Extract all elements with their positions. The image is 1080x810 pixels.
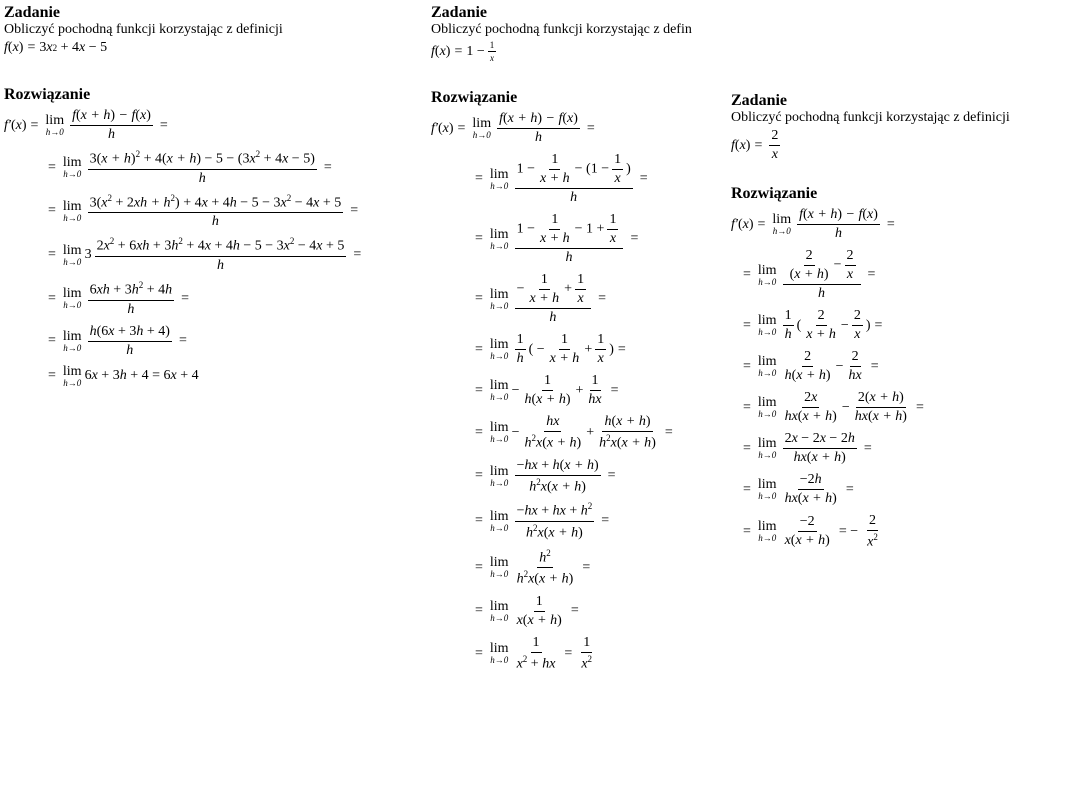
task-title: Zadanie (731, 92, 788, 109)
task-text: Obliczyć pochodną funkcji korzystając z definicji (731, 110, 1010, 125)
derivative-step-11: = lim h→0 $\frac{1}{x(x + h)}$ = (475, 593, 579, 628)
derivative-step-1: f′ ( x ) = lim h→0 $\frac{f(x + h) - f(x)}{h}$ = (431, 111, 595, 145)
task-title: Zadanie (431, 4, 488, 21)
task-text: Obliczyć pochodną funkcji korzystając z definicji (4, 22, 283, 37)
derivative-step-2: = lim h→0 1 − $\frac{1}{x + h}$ − (1 − $\frac{1}{x}$ ) h = (475, 152, 648, 205)
function-definition: f ( x ) = $\frac{2}{x}$ (731, 128, 779, 162)
derivative-step-7: = lim h→0 $\frac{-2h}{hx(x + h)}$ = (743, 472, 854, 506)
derivative-step-4: = lim h→0 − $\frac{1}{x + h}$ + $\frac{1}{x}$ h = (475, 272, 606, 325)
task-column-3 (731, 92, 1080, 551)
derivative-step-4: = lim h→0 3 $\frac{2x^2 + 6xh + 3h^2 + 4x + 4h - 5 - 3x^2 - 4x + 5}{h}$ = (48, 236, 362, 273)
derivative-step-8: = lim h→0 $\frac{-hx + h(x + h)}{h^2x(x + h)}$ = (475, 457, 616, 495)
derivative-step-6: = lim h→0 $\frac{h(6x + 3h + 4)}{h}$ = (48, 323, 187, 358)
solution-title: Rozwiązanie (4, 86, 91, 103)
derivative-step-6: = lim h→0 − $\frac{1}{h(x + h)}$ + $\frac{1}{hx}$ = (475, 373, 619, 407)
task-text: Obliczyć pochodną funkcji korzystając z defin (431, 22, 692, 37)
derivative-step-3: = lim h→0 $\frac{3(x^2 + 2xh + h^2) + 4x + 4h - 5 - 3x^2 - 4x + 5}{h}$ = (48, 192, 359, 230)
derivative-step-10: = lim h→0 $\frac{h^2}{h^2x(x + h)}$ = (475, 547, 591, 587)
derivative-step-7: = lim h→0 6 x + 3 h + 4 = 6 x + 4 (48, 363, 199, 388)
derivative-step-1: f′ ( x ) = lim h→0 $\frac{f(x + h) - f(x)}{h}$ = (4, 108, 168, 142)
derivative-step-5: = lim h→0 $\frac{2x}{hx(x + h)}$ − $\frac{2(x + h)}{hx(x + h)}$ = (743, 390, 924, 424)
task-column-1 (4, 4, 429, 388)
task-column-2 (431, 4, 731, 673)
derivative-step-12: = lim h→0 $\frac{1}{x^2 + hx}$ = $\frac{1}{x^2}$ (475, 634, 593, 672)
derivative-step-2: = lim h→0 $\frac{3(x + h)^2 + 4(x + h) - 5 - (3x^2 + 4x - 5)}{h}$ = (48, 149, 332, 186)
derivative-step-5: = lim h→0 $\frac{1}{h}$ ( − $\frac{1}{x + h}$ + $\frac{1}{x}$ ) = (475, 332, 626, 366)
solution-title: Rozwiązanie (731, 185, 818, 202)
derivative-step-8: = lim h→0 $\frac{-2}{x(x + h)}$ = − $\frac{2}{x^2}$ (743, 513, 878, 550)
derivative-step-7: = lim h→0 − $\frac{hx}{h^2x(x + h)}$ + $\frac{h(x + h)}{h^2x(x + h)}$ = (475, 414, 673, 451)
derivative-step-1: f′ ( x ) = lim h→0 $\frac{f(x + h) - f(x)}{h}$ = (731, 207, 895, 241)
solution-title: Rozwiązanie (431, 89, 518, 106)
derivative-step-4: = lim h→0 $\frac{2}{h(x + h)}$ − $\frac{2}{hx}$ = (743, 349, 879, 383)
task-title: Zadanie (4, 4, 61, 21)
function-definition: f ( x ) = 3 x 2 + 4 x − 5 (4, 40, 108, 55)
derivative-step-5: = lim h→0 $\frac{6xh + 3h^2 + 4h}{h}$ = (48, 279, 190, 317)
derivative-step-6: = lim h→0 $\frac{2x - 2x - 2h}{hx(x + h)}$ = (743, 431, 872, 465)
function-definition: f ( x ) = 1 − $\frac{1}{x}$ (431, 40, 495, 63)
derivative-step-2: = lim h→0 $\frac{2}{(x + h)}$ − $\frac{2}{x}$ h = (743, 248, 876, 301)
derivative-step-9: = lim h→0 $\frac{-hx + hx + h^2}{h^2x(x + h)}$ = (475, 501, 610, 541)
derivative-step-3: = lim h→0 $\frac{1}{h}$ ( $\frac{2}{x + h}$ − $\frac{2}{x}$ ) = (743, 308, 883, 342)
derivative-step-3: = lim h→0 1 − $\frac{1}{x + h}$ − 1 + $\frac{1}{x}$ h = (475, 212, 639, 265)
